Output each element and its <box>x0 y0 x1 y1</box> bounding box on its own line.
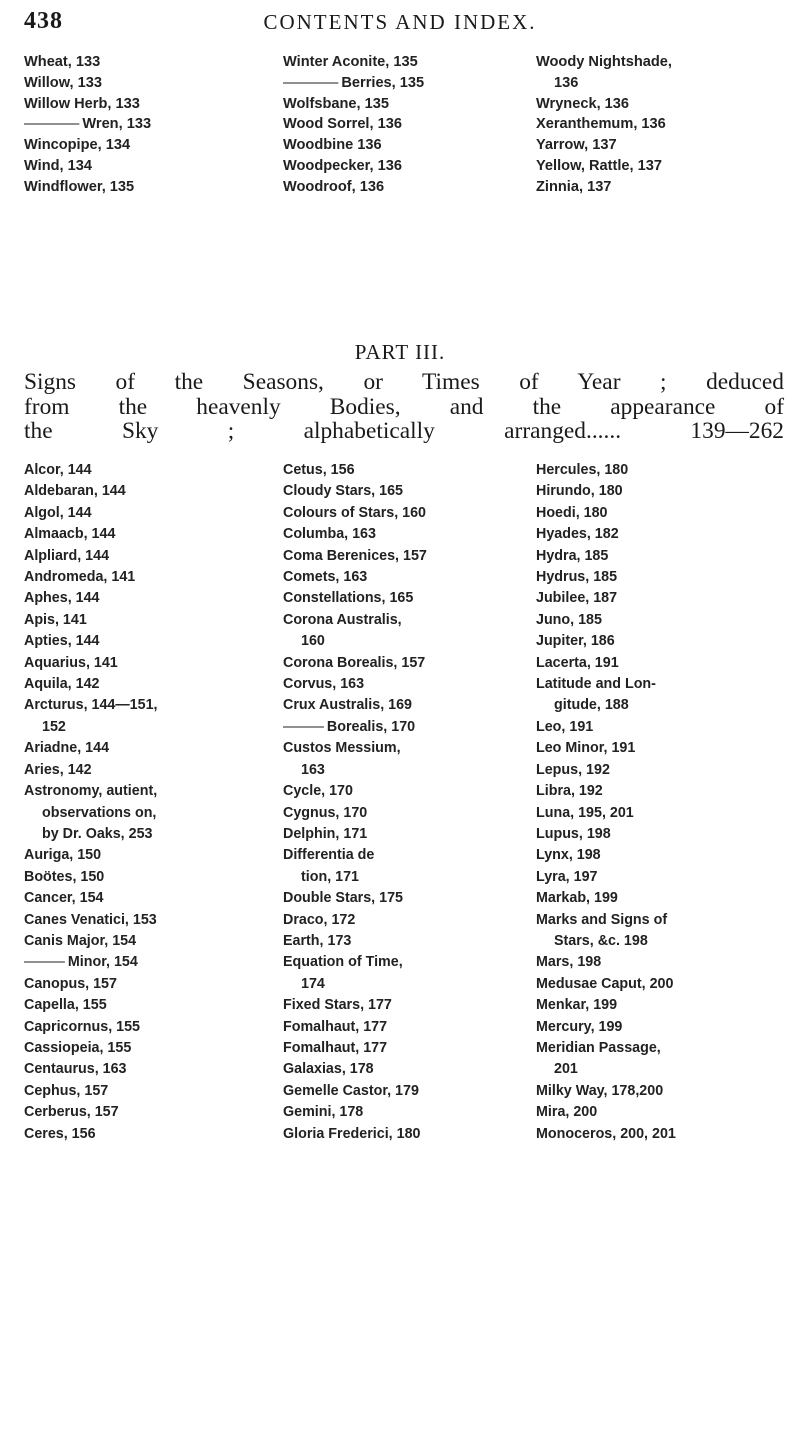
index-entry: Hoedi, 180 <box>536 504 608 521</box>
index-entry: observations on, <box>42 804 157 821</box>
index-entry: Cancer, 154 <box>24 890 104 907</box>
page-header <box>0 0 800 36</box>
index-entry: Boötes, 150 <box>24 868 105 885</box>
page-number: 438 <box>24 8 63 34</box>
index-entry: Centaurus, 163 <box>24 1061 127 1078</box>
index-entry: Alpliard, 144 <box>24 547 110 564</box>
index-column <box>536 460 676 1145</box>
index-entry: Monoceros, 200, 201 <box>536 1125 676 1142</box>
index-entry: Wincopipe, 134 <box>24 137 131 154</box>
index-entry: Ariadne, 144 <box>24 740 110 757</box>
index-entry: Aries, 142 <box>24 761 92 778</box>
index-entry: Coma Berenices, 157 <box>283 547 427 564</box>
index-entry: Markab, 199 <box>536 890 618 907</box>
index-entry: Capella, 155 <box>24 997 107 1014</box>
index-entry: Meridian Passage, <box>536 1039 661 1056</box>
index-entry: Fomalhaut, 177 <box>283 1039 388 1056</box>
index-entry: Lacerta, 191 <box>536 654 619 671</box>
index-entry: Canopus, 157 <box>24 975 117 992</box>
index-entry: 152 <box>42 718 66 735</box>
index-entry: Hydra, 185 <box>536 547 609 564</box>
index-entry: Cycle, 170 <box>283 783 353 800</box>
index-entry: Cerberus, 157 <box>24 1104 119 1121</box>
index-entry: Zinnia, 137 <box>536 178 612 195</box>
index-entry: Woodpecker, 136 <box>283 157 402 174</box>
index-entry: Jupiter, 186 <box>536 633 615 650</box>
index-entry: Stars, &c. 198 <box>554 932 648 949</box>
index-entry: Wood Sorrel, 136 <box>283 116 402 133</box>
index-entry: Cephus, 157 <box>24 1082 109 1099</box>
index-entry: Mira, 200 <box>536 1104 598 1121</box>
index-column <box>24 52 151 198</box>
index-column <box>536 52 672 198</box>
index-entry: Yarrow, 137 <box>536 137 617 154</box>
index-entry: Constellations, 165 <box>283 590 414 607</box>
index-entry: 163 <box>301 761 325 778</box>
running-head: CONTENTS AND INDEX. <box>263 10 537 34</box>
index-entry: Wolfsbane, 135 <box>283 95 389 112</box>
index-entry: Canes Venatici, 153 <box>24 911 157 928</box>
index-entry: Woody Nightshade, <box>536 54 672 70</box>
index-entry: Crux Australis, 169 <box>283 697 412 714</box>
index-entry: Medusae Caput, 200 <box>536 975 674 992</box>
index-entry: Yellow, Rattle, 137 <box>536 157 662 174</box>
index-entry: Custos Messium, <box>283 740 401 757</box>
index-entry: Columba, 163 <box>283 526 376 543</box>
index-entry: Astronomy, autient, <box>24 783 158 800</box>
index-entry: Cloudy Stars, 165 <box>283 483 403 500</box>
index-entry: Winter Aconite, 135 <box>283 54 418 70</box>
index-entry: Corona Borealis, 157 <box>283 654 426 671</box>
index-entry: ———— Wren, 133 <box>24 114 151 135</box>
part-description <box>24 370 784 444</box>
index-entry: 174 <box>301 975 325 992</box>
index-entry: Corona Australis, <box>283 611 402 628</box>
part-description-line: Signs of the Seasons, or Times of Year ; deduced <box>24 369 784 395</box>
index-entry: Willow Herb, 133 <box>24 95 140 112</box>
index-entry: Aquila, 142 <box>24 676 100 693</box>
index-entry: Colours of Stars, 160 <box>283 504 427 521</box>
index-entry: Aquarius, 141 <box>24 654 118 671</box>
index-entry: 160 <box>301 633 325 650</box>
index-entry: Fomalhaut, 177 <box>283 1018 388 1035</box>
index-column <box>283 460 427 1145</box>
index-entry: Marks and Signs of <box>536 911 668 928</box>
index-entry: Lupus, 198 <box>536 825 611 842</box>
index-entry: Aphes, 144 <box>24 590 100 607</box>
index-entry: Gloria Frederici, 180 <box>283 1125 421 1142</box>
index-entry: tion, 171 <box>301 868 359 885</box>
index-entry: Wheat, 133 <box>24 54 101 70</box>
part-description-line: the Sky ; alphabetically arranged...... 139—262 <box>24 418 784 444</box>
index-column <box>24 460 158 1145</box>
index-entry: ——— Borealis, 170 <box>283 717 427 738</box>
index-entry: Earth, 173 <box>283 932 352 949</box>
index-entry: Almaacb, 144 <box>24 526 116 543</box>
index-entry: Xeranthemum, 136 <box>536 116 666 133</box>
index-entry: Delphin, 171 <box>283 825 368 842</box>
index-entry: Canis Major, 154 <box>24 932 137 949</box>
index-entry: Draco, 172 <box>283 911 356 928</box>
index-entry: Fixed Stars, 177 <box>283 997 392 1014</box>
index-entry: Leo Minor, 191 <box>536 740 636 757</box>
index-entry: Capricornus, 155 <box>24 1018 141 1035</box>
index-entry: Hirundo, 180 <box>536 483 623 500</box>
index-column <box>283 52 424 198</box>
index-entry: Hercules, 180 <box>536 462 629 478</box>
index-entry: 201 <box>554 1061 578 1078</box>
index-entry: Differentia de <box>283 847 375 864</box>
index-entry: Apis, 141 <box>24 611 87 628</box>
index-entry: Andromeda, 141 <box>24 569 136 586</box>
index-entry: Lynx, 198 <box>536 847 601 864</box>
index-entry: Latitude and Lon- <box>536 676 656 693</box>
index-entry: Equation of Time, <box>283 954 403 971</box>
index-entry: Woodbine 136 <box>283 137 382 154</box>
index-entry: Luna, 195, 201 <box>536 804 634 821</box>
index-entry: Wryneck, 136 <box>536 95 630 112</box>
index-entry: Comets, 163 <box>283 569 368 586</box>
index-entry: Aldebaran, 144 <box>24 483 126 500</box>
index-entry: Wind, 134 <box>24 157 92 174</box>
index-entry: Alcor, 144 <box>24 462 92 478</box>
index-entry: Ceres, 156 <box>24 1125 96 1142</box>
index-entry: Algol, 144 <box>24 504 92 521</box>
index-entry: Menkar, 199 <box>536 997 618 1014</box>
index-entry: Woodroof, 136 <box>283 178 385 195</box>
index-entry: Jubilee, 187 <box>536 590 618 607</box>
index-entry: Windflower, 135 <box>24 178 135 195</box>
index-entry: 136 <box>554 74 579 91</box>
index-entry: Lyra, 197 <box>536 868 598 885</box>
index-entry: gitude, 188 <box>554 697 629 714</box>
index-entry: Leo, 191 <box>536 718 594 735</box>
index-entry: Libra, 192 <box>536 783 603 800</box>
index-entry: Hydrus, 185 <box>536 569 618 586</box>
index-entry: Cassiopeia, 155 <box>24 1039 132 1056</box>
index-entry: Auriga, 150 <box>24 847 102 864</box>
index-entry: ——— Minor, 154 <box>24 952 158 973</box>
index-entry: Gemini, 178 <box>283 1104 364 1121</box>
index-entry: Cetus, 156 <box>283 462 355 478</box>
index-entry: Double Stars, 175 <box>283 890 403 907</box>
index-entry: Corvus, 163 <box>283 676 365 693</box>
part-description-line: from the heavenly Bodies, and the appearance of <box>24 393 784 420</box>
index-entry: Arcturus, 144—151, <box>24 697 158 714</box>
index-entry: Mars, 198 <box>536 954 602 971</box>
index-entry: Juno, 185 <box>536 611 602 628</box>
index-entry: Willow, 133 <box>24 74 102 91</box>
index-entry: Mercury, 199 <box>536 1018 623 1035</box>
index-entry: Galaxias, 178 <box>283 1061 374 1078</box>
index-entry: Cygnus, 170 <box>283 804 368 821</box>
index-entry: Hyades, 182 <box>536 526 619 543</box>
index-entry: Gemelle Castor, 179 <box>283 1082 419 1099</box>
index-entry: by Dr. Oaks, 253 <box>42 825 153 842</box>
index-entry: Milky Way, 178,200 <box>536 1082 664 1099</box>
index-entry: ———— Berries, 135 <box>283 73 424 94</box>
index-entry: Lepus, 192 <box>536 761 610 778</box>
index-entry: Apties, 144 <box>24 633 100 650</box>
part-title: PART III. <box>354 340 446 364</box>
